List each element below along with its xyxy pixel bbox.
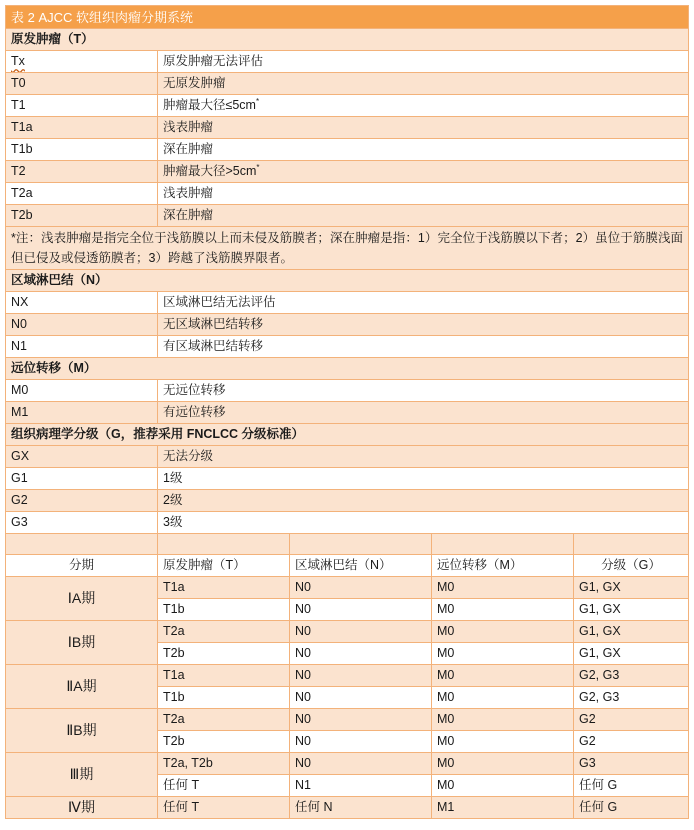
description-cell: 肿瘤最大径≤5cm* [158, 95, 689, 117]
t-cell: 任何 T [158, 775, 290, 797]
table-row [6, 139, 689, 161]
description-cell: 无远位转移 [158, 380, 689, 402]
stage-label: ⅠA期 [6, 577, 158, 621]
section-title-m: 远位转移（M） [6, 358, 689, 380]
m-cell: M0 [432, 731, 574, 753]
t-cell: T1a [158, 665, 290, 687]
staging-header-row [6, 555, 689, 577]
n-cell: N0 [290, 687, 432, 709]
table-row [6, 577, 689, 599]
table-row [6, 183, 689, 205]
code-cell: N1 [6, 336, 158, 358]
n-cell: N0 [290, 709, 432, 731]
code-cell: NX [6, 292, 158, 314]
t-cell: T2a [158, 621, 290, 643]
g-cell: 任何 G [574, 797, 689, 819]
table-row [6, 51, 689, 73]
table-row [6, 490, 689, 512]
t-cell: 任何 T [158, 797, 290, 819]
t-cell: T2a, T2b [158, 753, 290, 775]
m-cell: M0 [432, 687, 574, 709]
code-cell: T1a [6, 117, 158, 139]
g-cell: G2 [574, 731, 689, 753]
table-row [6, 402, 689, 424]
m-cell: M0 [432, 775, 574, 797]
code-cell: G2 [6, 490, 158, 512]
header-g: 分级（G） [574, 555, 689, 577]
stage-label: Ⅲ期 [6, 753, 158, 797]
table-row [6, 621, 689, 643]
code-cell: GX [6, 446, 158, 468]
description-cell: 区域淋巴结无法评估 [158, 292, 689, 314]
table-row [6, 753, 689, 775]
description-cell: 无原发肿瘤 [158, 73, 689, 95]
code-cell: G1 [6, 468, 158, 490]
description-cell: 无区域淋巴结转移 [158, 314, 689, 336]
code-cell: T2 [6, 161, 158, 183]
description-cell: 有远位转移 [158, 402, 689, 424]
stage-label: ⅡB期 [6, 709, 158, 753]
t-cell: T1b [158, 599, 290, 621]
g-cell: 任何 G [574, 775, 689, 797]
table-row [6, 161, 689, 183]
table-row [6, 314, 689, 336]
t-cell: T2b [158, 643, 290, 665]
code-cell: M1 [6, 402, 158, 424]
description-cell: 有区域淋巴结转移 [158, 336, 689, 358]
code-cell: T1b [6, 139, 158, 161]
table-row [6, 117, 689, 139]
table-row [6, 468, 689, 490]
stage-label: ⅡA期 [6, 665, 158, 709]
table-row [6, 665, 689, 687]
m-cell: M0 [432, 599, 574, 621]
header-t: 原发肿瘤（T） [158, 555, 290, 577]
description-cell: 浅表肿瘤 [158, 117, 689, 139]
description-cell: 深在肿瘤 [158, 139, 689, 161]
m-cell: M0 [432, 643, 574, 665]
description-cell: 原发肿瘤无法评估 [158, 51, 689, 73]
header-stage: 分期 [6, 555, 158, 577]
description-cell: 1级 [158, 468, 689, 490]
table-row [6, 446, 689, 468]
m-cell: M0 [432, 665, 574, 687]
table-row [6, 336, 689, 358]
m-cell: M0 [432, 577, 574, 599]
table-row [6, 205, 689, 227]
description-cell: 2级 [158, 490, 689, 512]
n-cell: N1 [290, 775, 432, 797]
description-cell: 深在肿瘤 [158, 205, 689, 227]
g-cell: G2, G3 [574, 687, 689, 709]
code-cell: Tx [6, 51, 158, 73]
g-cell: G1, GX [574, 577, 689, 599]
table-row [6, 292, 689, 314]
table-row [6, 709, 689, 731]
description-cell: 肿瘤最大径>5cm* [158, 161, 689, 183]
code-cell: M0 [6, 380, 158, 402]
t-cell: T2a [158, 709, 290, 731]
m-cell: M0 [432, 621, 574, 643]
m-cell: M0 [432, 709, 574, 731]
code-cell: T2a [6, 183, 158, 205]
g-cell: G1, GX [574, 643, 689, 665]
description-cell: 无法分级 [158, 446, 689, 468]
code-cell: T1 [6, 95, 158, 117]
m-cell: M1 [432, 797, 574, 819]
section-title-g: 组织病理学分级（G，推荐采用 FNCLCC 分级标准） [6, 424, 689, 446]
staging-document [5, 5, 688, 819]
header-m: 远位转移（M） [432, 555, 574, 577]
t-cell: T1a [158, 577, 290, 599]
stage-label: Ⅳ期 [6, 797, 158, 819]
description-cell: 3级 [158, 512, 689, 534]
header-n: 区域淋巴结（N） [290, 555, 432, 577]
t-cell: T2b [158, 731, 290, 753]
g-cell: G2 [574, 709, 689, 731]
n-cell: N0 [290, 731, 432, 753]
table-row [6, 512, 689, 534]
description-cell: 浅表肿瘤 [158, 183, 689, 205]
g-cell: G1, GX [574, 599, 689, 621]
n-cell: N0 [290, 599, 432, 621]
n-cell: 任何 N [290, 797, 432, 819]
ajcc-table [5, 5, 689, 819]
n-cell: N0 [290, 643, 432, 665]
n-cell: N0 [290, 753, 432, 775]
code-cell: N0 [6, 314, 158, 336]
code-cell: T0 [6, 73, 158, 95]
section-title-t: 原发肿瘤（T） [6, 29, 689, 51]
g-cell: G1, GX [574, 621, 689, 643]
table-row [6, 797, 689, 819]
n-cell: N0 [290, 577, 432, 599]
m-cell: M0 [432, 753, 574, 775]
code-cell: G3 [6, 512, 158, 534]
g-cell: G3 [574, 753, 689, 775]
table-row [6, 380, 689, 402]
footnote: *注：浅表肿瘤是指完全位于浅筋膜以上而未侵及筋膜者；深在肿瘤是指：1）完全位于浅筋膜以下者；2）虽位于筋膜浅面但已侵及或侵透筋膜者；3）跨越了浅筋膜界限者。 [6, 227, 689, 270]
stage-label: ⅠB期 [6, 621, 158, 665]
table-row [6, 95, 689, 117]
table-row [6, 73, 689, 95]
n-cell: N0 [290, 665, 432, 687]
n-cell: N0 [290, 621, 432, 643]
g-cell: G2, G3 [574, 665, 689, 687]
table-caption: 表 2 AJCC 软组织肉瘤分期系统 [6, 6, 689, 29]
section-title-n: 区域淋巴结（N） [6, 270, 689, 292]
code-cell: T2b [6, 205, 158, 227]
t-cell: T1b [158, 687, 290, 709]
spacer-row [6, 534, 689, 555]
